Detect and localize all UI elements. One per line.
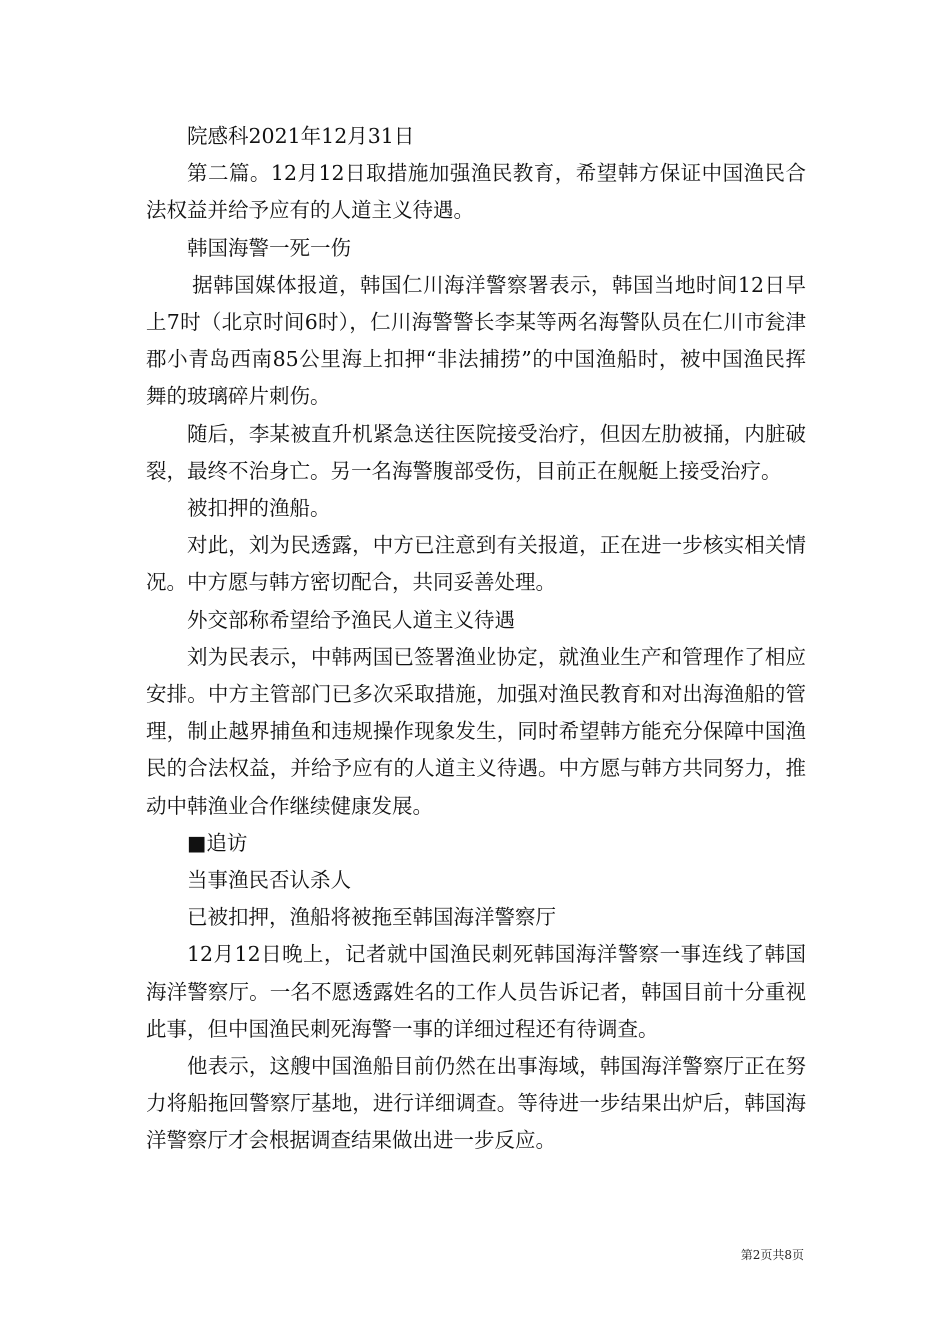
paragraph: 第二篇。12月12日取措施加强渔民教育，希望韩方保证中国渔民合法权益并给予应有的人道主义待遇。 [146, 161, 806, 223]
section-subheading: 已被扣押，渔船将被拖至韩国海洋警察厅 [187, 905, 556, 930]
paragraph: 随后，李某被直升机紧急送往医院接受治疗，但因左肋被捅，内脏破裂，最终不治身亡。另一名海警腹部受伤，目前正在舰艇上接受治疗。 [146, 421, 806, 483]
paragraph: 刘为民表示，中韩两国已签署渔业协定，就渔业生产和管理作了相应安排。中方主管部门已多次采取措施，加强对渔民教育和对出海渔船的管理，制止越界捕鱼和违规操作现象发生，同时希望韩方能充分保障中国渔民的合法权益，并给予应有的人道主义待遇。中方愿与韩方共同努力，推动中韩渔业合作继续健康发展。 [146, 644, 806, 818]
date-line: 院感科2021年12月31日 [187, 124, 415, 148]
section-marker: ■追访 [187, 830, 248, 855]
paragraph: 据韩国媒体报道，韩国仁川海洋警察署表示，韩国当地时间12日早上7时（北京时间6时），仁川海警警长李某等两名海警队员在仁川市瓮津郡小青岛西南85公里海上扣押“非法捕捞”的中国渔船时，被中国渔民挥舞的玻璃碎片刺伤。 [146, 272, 806, 409]
paragraph: 对此，刘为民透露，中方已注意到有关报道，正在进一步核实相关情况。中方愿与韩方密切配合，共同妥善处理。 [146, 533, 806, 595]
section-heading: 外交部称希望给予渔民人道主义待遇 [187, 607, 515, 632]
section-heading: 当事渔民否认杀人 [187, 868, 351, 893]
paragraph: 他表示，这艘中国渔船目前仍然在出事海域，韩国海洋警察厅正在努力将船拖回警察厅基地，进行详细调查。等待进一步结果出炉后，韩国海洋警察厅才会根据调查结果做出进一步反应。 [146, 1054, 806, 1153]
image-caption: 被扣押的渔船。 [187, 496, 331, 521]
paragraph: 12月12日晚上，记者就中国渔民刺死韩国海洋警察一事连线了韩国海洋警察厅。一名不愿透露姓名的工作人员告诉记者，韩国目前十分重视此事，但中国渔民刺死海警一事的详细过程还有待调查。 [146, 942, 806, 1041]
section-heading: 韩国海警一死一伤 [187, 235, 351, 260]
page-number: 第2页共8页 [740, 1248, 804, 1262]
document-body [146, 118, 806, 1160]
